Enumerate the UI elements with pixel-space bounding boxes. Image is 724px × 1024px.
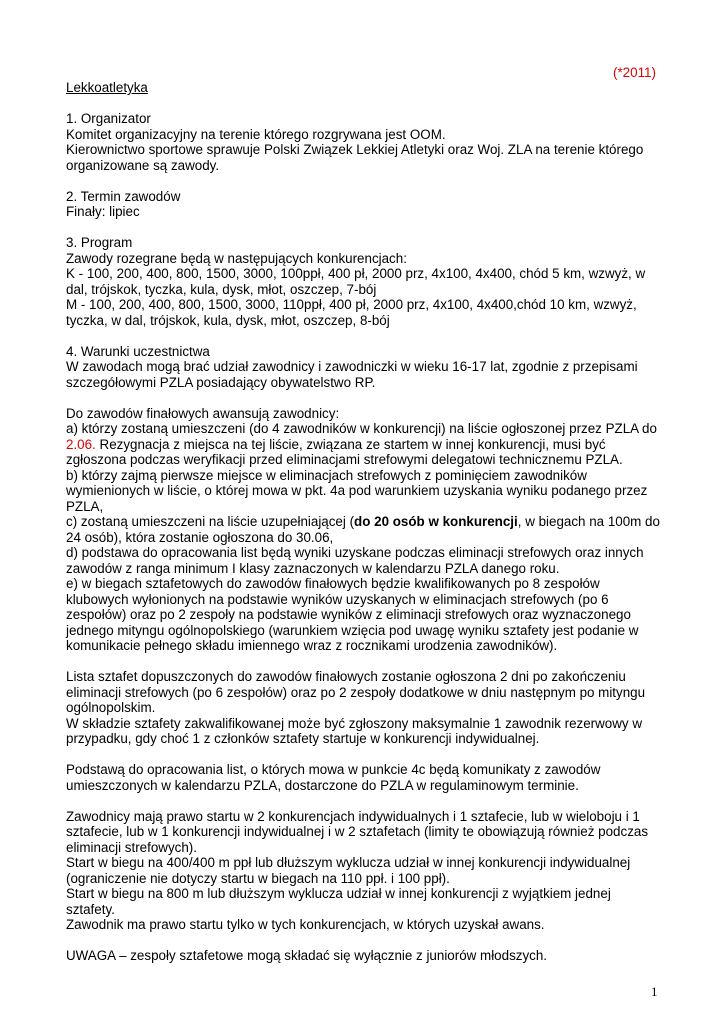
section-program — [66, 235, 666, 328]
paragraph-line: Zawodnicy mają prawo startu w 2 konkurencjach indywidualnych i 1 sztafecie, lub w wieloboju i 1 — [66, 808, 640, 824]
paragraph-line: wymienionych w liście, o której mowa w pkt. 4a pod warunkiem uzyskania wyniku podanego przez — [66, 483, 648, 498]
section-participation — [66, 344, 666, 391]
paragraph-line: a) którzy zostaną umieszczeni (do 4 zawodników w konkurencji) na liście ogłoszonej przez PZLA do — [66, 421, 657, 436]
paragraph-line: W zawodach mogą brać udział zawodnicy i zawodniczki w wieku 16-17 lat, zgodnie z przepisami — [66, 359, 638, 374]
paragraph-text: , w biegach na 100m do — [517, 514, 660, 529]
paragraph-line: b) którzy zajmą pierwsze miejsce w eliminacjach strefowych z pominięciem zawodników — [66, 467, 587, 483]
section-relay-list — [66, 669, 666, 747]
paragraph-line: 24 osób), która zostanie ogłoszona do 30.06, — [66, 529, 334, 545]
paragraph-line: zespołów) oraz po 2 zespoły na podstawie wyników z eliminacji strefowych oraz wyznaczonego — [66, 607, 631, 622]
paragraph-line: umieszczonych w kalendarzu PZLA, dostarczone do PZLA w regulaminowym terminie. — [66, 777, 579, 793]
year-note: (*2011) — [613, 65, 656, 80]
paragraph-line: tyczka, w dal, trójskok, kula, dysk, młot, oszczep, 8-bój — [66, 312, 390, 328]
paragraph-line: e) w biegach sztafetowych do zawodów finałowych będzie kwalifikowanych po 8 zespołów — [66, 576, 600, 591]
page-number: 1 — [651, 984, 658, 999]
paragraph-line: d) podstawa do opracowania list będą wyniki uzyskane podczas eliminacji strefowych oraz innych — [66, 545, 644, 560]
emphasis-text: do 20 osób w konkurencji — [354, 514, 518, 529]
paragraph-line: Komitet organizacyjny na terenie którego rozgrywana jest OOM. — [66, 126, 446, 142]
paragraph-line — [66, 437, 666, 453]
document-title: Lekkoatletyka — [66, 80, 148, 95]
paragraph-line: komunikacie pełnego składu imiennego wraz z rocznikami urodzenia zawodników). — [66, 638, 558, 653]
section-heading: 3. Program — [66, 235, 133, 250]
section-schedule — [66, 189, 666, 220]
section-heading: 2. Termin zawodów — [66, 188, 181, 204]
paragraph-line: PZLA, — [66, 498, 104, 514]
note: UWAGA – zespoły sztafetowe mogą składać się wyłącznie z juniorów młodszych. — [66, 948, 548, 963]
paragraph-line: Zawody rozegrane będą w następujących konkurencjach: — [66, 250, 407, 266]
paragraph-line: K - 100, 200, 400, 800, 1500, 3000, 100ppł, 400 pł, 2000 prz, 4x100, 4x400, chód 5 km, wzwyż, w — [66, 266, 646, 281]
paragraph-line: szczegółowymi PZLA posiadający obywatelstwo RP. — [66, 374, 376, 390]
section-heading: 1. Organizator — [66, 111, 151, 126]
paragraph-line: zgłoszona podczas weryfikacji przed eliminacjami strefowymi delegatowi technicznemu PZLA. — [66, 452, 623, 467]
section-finals-qualification — [66, 406, 666, 654]
paragraph-line: sztafecie, lub w 1 konkurencji indywidualnej i w 2 sztafetach (limity te obowiązują również podczas — [66, 824, 649, 839]
section-start-limits — [66, 809, 666, 933]
paragraph-line: eliminacji strefowych). — [66, 839, 197, 855]
paragraph-line: zawodów z ranga minimum I klasy zaznaczonych w kalendarzu PZLA danego roku. — [66, 560, 560, 576]
paragraph-line: organizowane są zawody. — [66, 157, 220, 173]
deadline-date: 2.06. — [66, 436, 96, 452]
paragraph-line: W składzie sztafety zakwalifikowanej może być zgłoszony maksymalnie 1 zawodnik rezerwowy w — [66, 715, 643, 731]
paragraph-line: Do zawodów finałowych awansują zawodnicy: — [66, 405, 340, 421]
paragraph-line: klubowych wyłonionych na podstawie wyników uzyskanych w eliminacjach strefowych (po 6 — [66, 591, 609, 607]
paragraph-line: Start w biegu na 400/400 m ppł lub dłuższym wyklucza udział w innej konkurencji indywidualnej — [66, 855, 631, 870]
paragraph-line: dal, trójskok, tyczka, kula, dysk, młot, oszczep, 7-bój — [66, 281, 377, 297]
paragraph-line: Start w biegu na 800 m lub dłuższym wyklucza udział w innej konkurencji z wyjątkiem jednej — [66, 886, 611, 901]
paragraph-line: jednego mityngu ogólnopolskiego (warunkiem wzięcia pod uwagę wyniku sztafety jest podanie w — [66, 622, 639, 638]
section-heading: 4. Warunki uczestnictwa — [66, 343, 210, 359]
paragraph-line: Kierownictwo sportowe sprawuje Polski Związek Lekkiej Atletyki oraz Woj. ZLA na terenie którego — [66, 142, 644, 157]
paragraph-line: (ograniczenie nie dotyczy startu w biegach na 110 ppł. i 100 ppł). — [66, 870, 450, 886]
paragraph-line: ogólnopolskim. — [66, 700, 156, 715]
paragraph-line: Finały: lipiec — [66, 204, 140, 219]
paragraph-line: Zawodnik ma prawo startu tylko w tych konkurencjach, w których uzyskał awans. — [66, 917, 545, 932]
section-list-basis — [66, 762, 666, 793]
paragraph-line: M - 100, 200, 400, 800, 1500, 3000, 110ppł, 400 pł, 2000 prz, 4x100, 4x400,chód 10 km, wzwyż, — [66, 297, 637, 312]
document-body — [66, 80, 666, 964]
paragraph-text: Rezygnacja z miejsca na tej liście, związana ze startem w innej konkurencji, musi być — [95, 436, 606, 452]
paragraph-line: Podstawą do opracowania list, o których mowa w punkcie 4c będą komunikaty z zawodów — [66, 762, 601, 777]
paragraph-line: przypadku, gdy choć 1 z członków sztafety startuje w konkurencji indywidualnej. — [66, 731, 540, 746]
section-organizer — [66, 111, 666, 173]
paragraph-line — [66, 514, 666, 530]
paragraph-line: sztafety. — [66, 901, 115, 917]
paragraph-line: eliminacji strefowych (po 6 zespołów) oraz po 2 zespoły dodatkowe w dniu następnym po mityngu — [66, 684, 646, 700]
paragraph-line: Lista sztafet dopuszczonych do zawodów finałowych zostanie ogłoszona 2 dni po zakończeniu — [66, 669, 626, 684]
paragraph-text: c) zostaną umieszczeni na liście uzupełniającej ( — [66, 514, 355, 529]
